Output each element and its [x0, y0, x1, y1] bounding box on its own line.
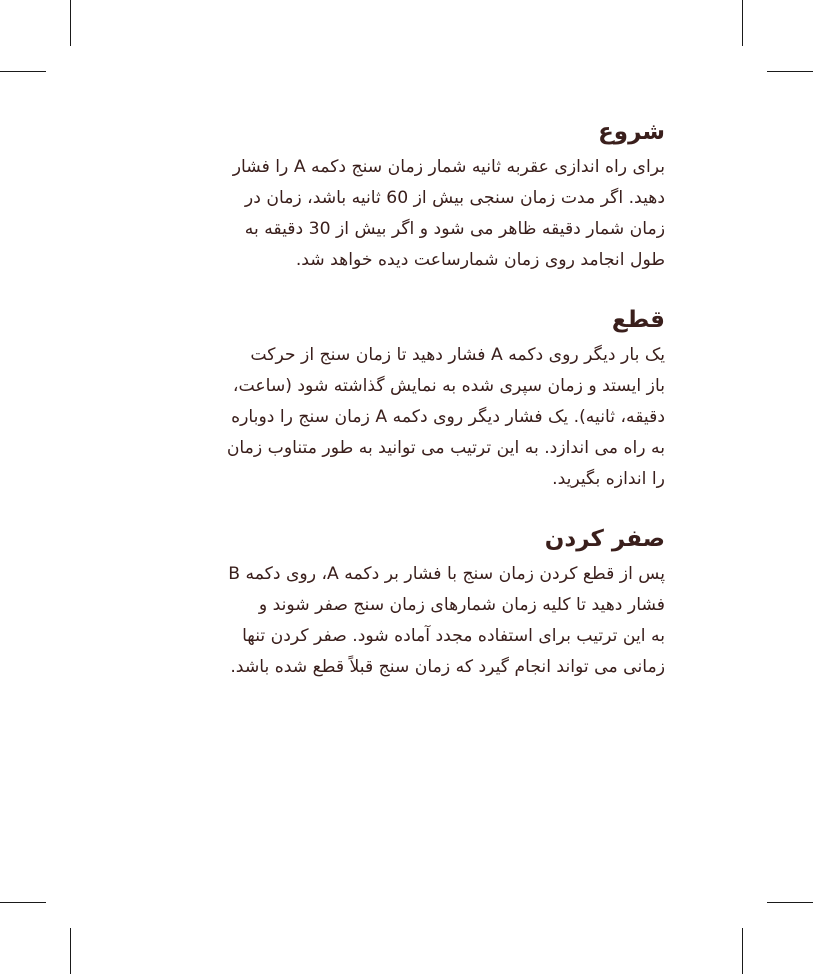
section-stop [110, 302, 665, 495]
crop-mark-top-right-vertical [742, 0, 743, 46]
section-reset-title: صفر کردن [544, 526, 665, 552]
crop-mark-bottom-right-horizontal [767, 902, 813, 903]
section-reset [110, 521, 665, 683]
section-reset-body: پس از قطع کردن زمان سنج با فشار بر دکمه A، روی دکمه B فشار دهید تا کلیه زمان شمارهای زمان سنج صفر شوند و به این ترتیب برای استفاده مجدد آماده شود. صفر کردن تنها زمانی می تواند انجام گیرد که زمان سنج قبلاً قطع شده باشد. [228, 564, 665, 677]
section-stop-title: قطع [611, 307, 665, 333]
manual-page-content [110, 114, 665, 709]
section-start-body: برای راه اندازی عقربه ثانیه شمار زمان سنج دکمه A را فشار دهید. اگر مدت زمان سنجی بیش از 60 ثانیه باشد، زمان در زمان شمار دقیقه ظاهر می شود و اگر بیش از 30 دقیقه به طول انجامد روی زمان شمارساعت دیده خواهد شد. [232, 157, 665, 270]
crop-mark-top-left-vertical [70, 0, 71, 46]
section-start-title: شروع [598, 119, 665, 145]
crop-mark-top-right-horizontal [767, 71, 813, 72]
section-stop-body: یک بار دیگر روی دکمه A فشار دهید تا زمان سنج از حرکت باز ایستد و زمان سپری شده به نمایش گذاشته شود (ساعت، دقیقه، ثانیه). یک فشار دیگر روی دکمه A زمان سنج را دوباره به راه می اندازد. به این ترتیب می توانید به طور متناوب زمان را اندازه بگیرید. [226, 345, 665, 489]
crop-mark-bottom-left-vertical [70, 928, 71, 974]
section-start [110, 114, 665, 276]
crop-mark-bottom-right-vertical [742, 928, 743, 974]
crop-mark-bottom-left-horizontal [0, 902, 46, 903]
crop-mark-top-left-horizontal [0, 71, 46, 72]
